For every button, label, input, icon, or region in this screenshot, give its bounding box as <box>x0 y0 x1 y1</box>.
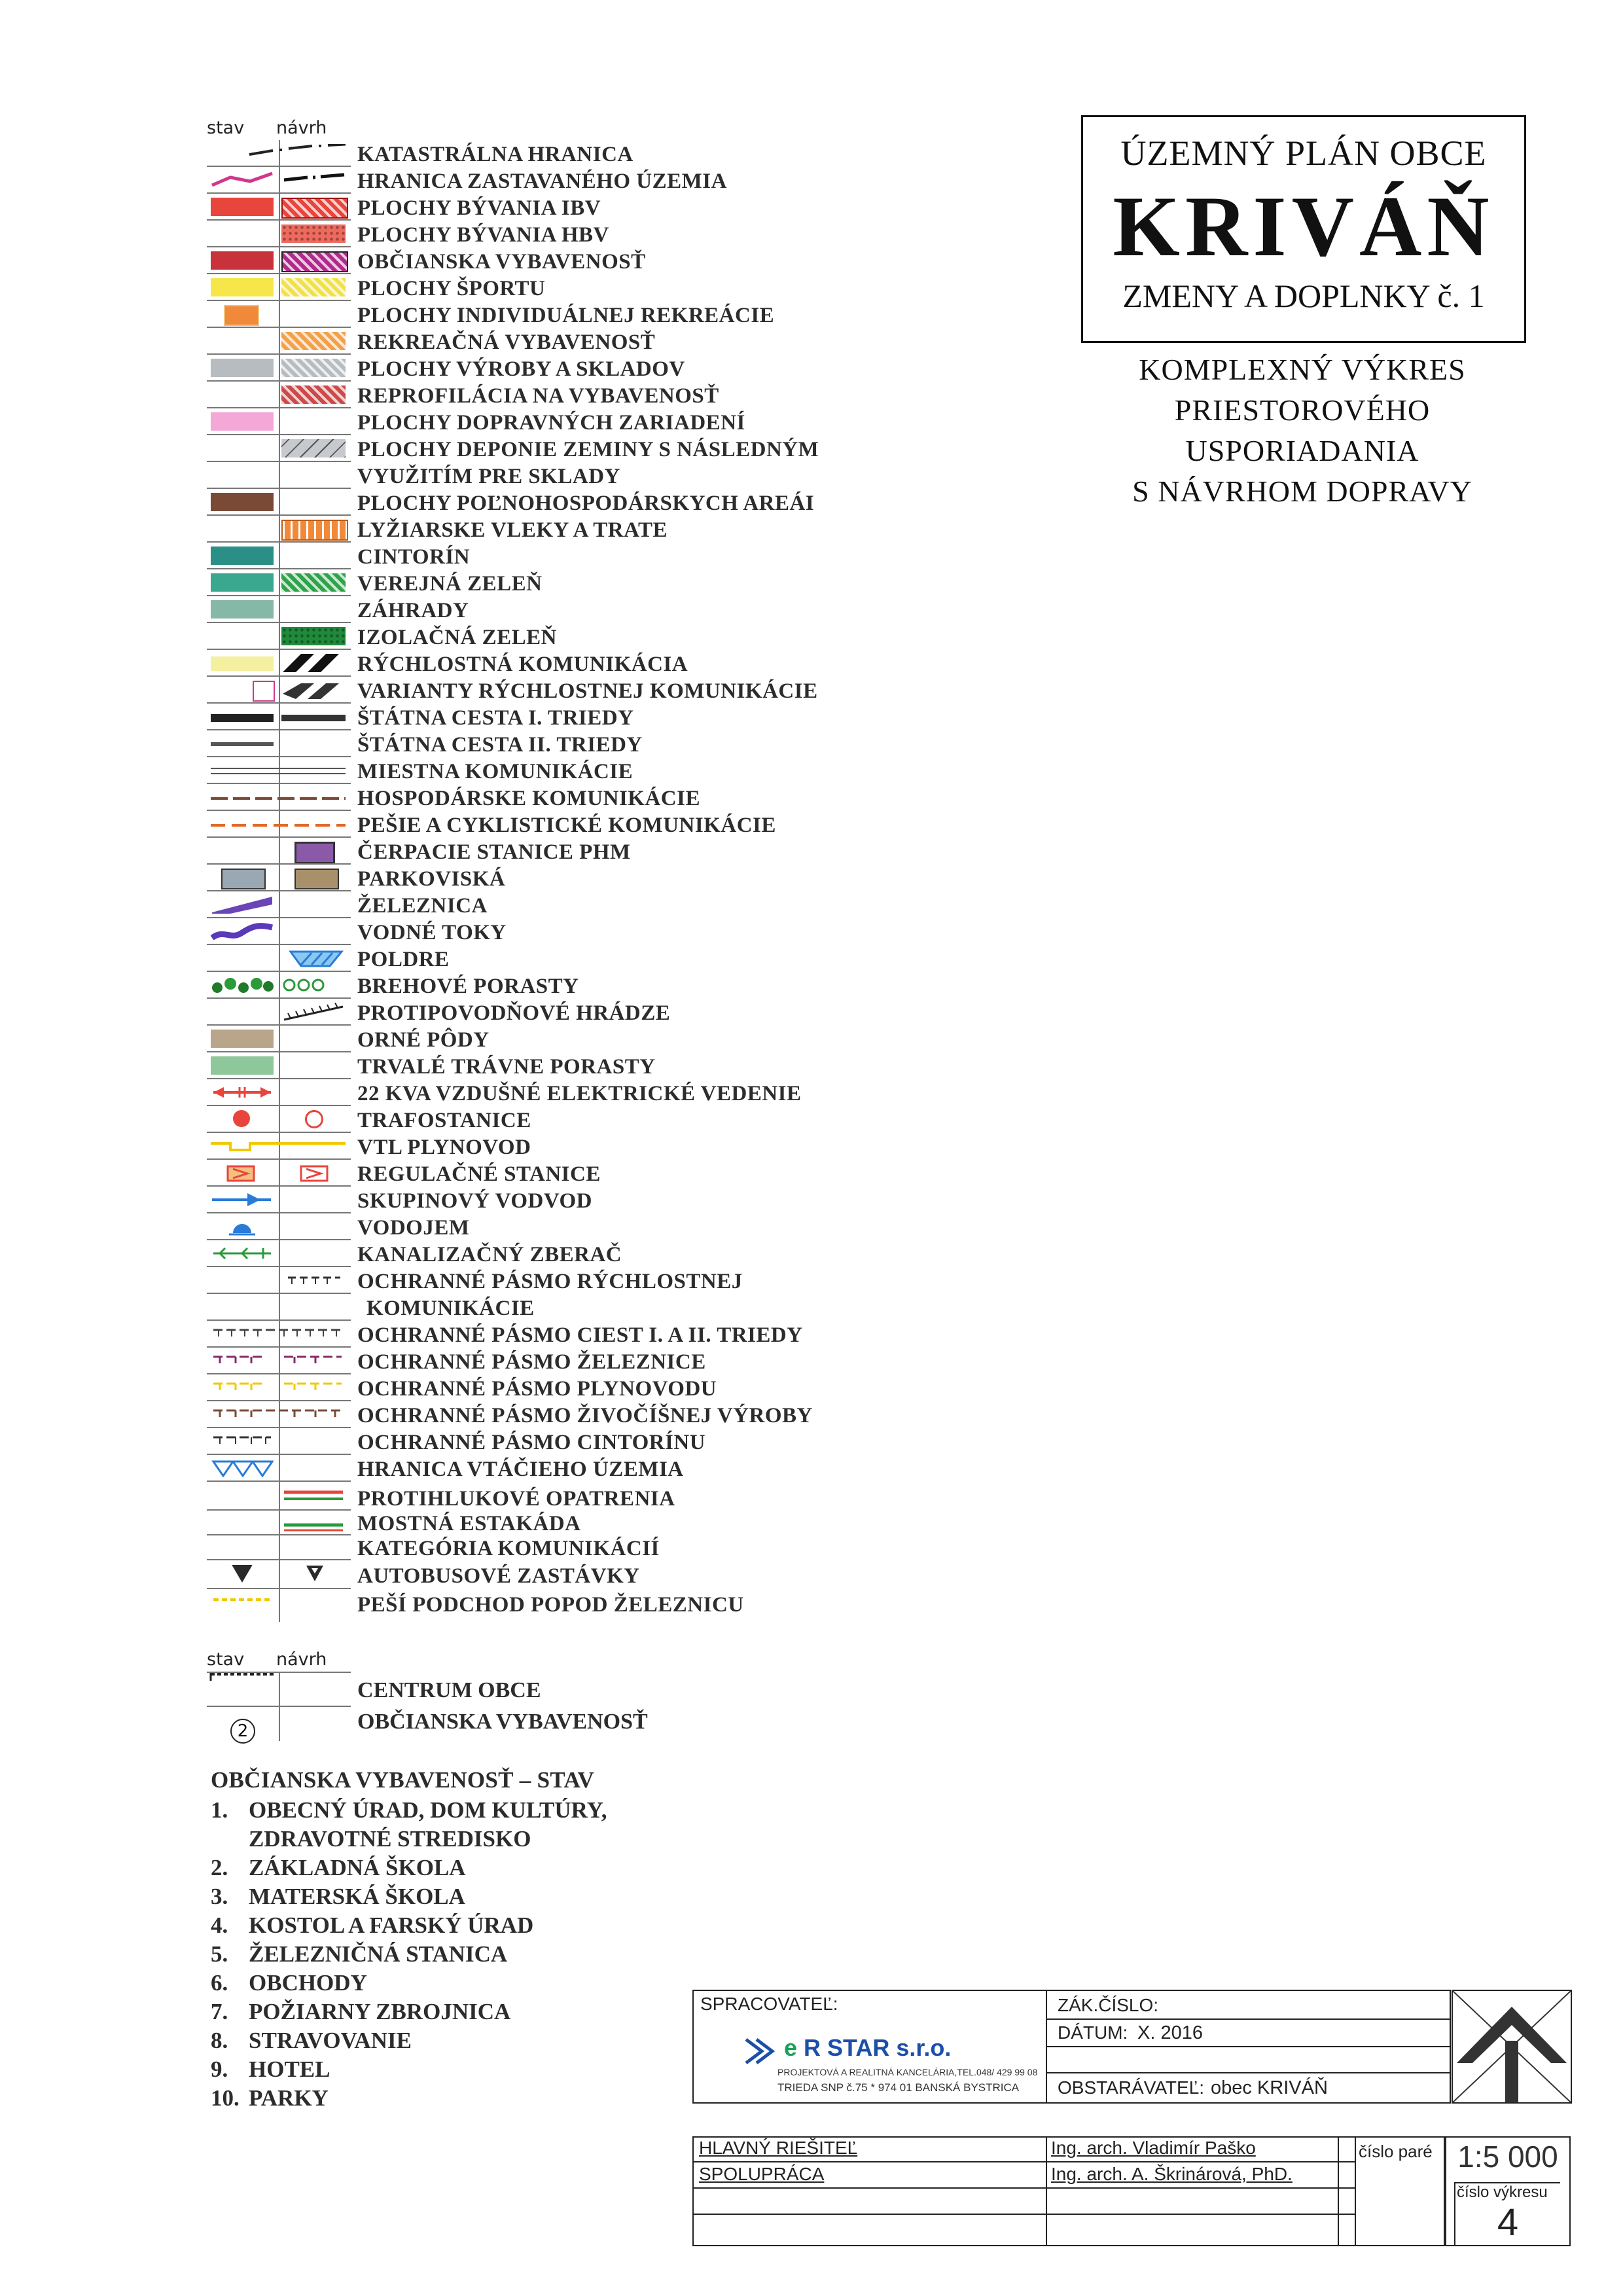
cadastral-border-symbol <box>211 144 346 162</box>
legend-row <box>207 1401 881 1428</box>
livestock-buffer-symbol <box>211 1405 346 1424</box>
title-line-1: ÚZEMNÝ PLÁN OBCE <box>1120 134 1487 173</box>
scale-value: 1:5 000 <box>1457 2140 1558 2174</box>
company-address-1: PROJEKTOVÁ A REALITNÁ KANCELÁRIA,TEL.048/ 429 99 08 <box>777 2067 1038 2077</box>
legend-row <box>207 247 881 274</box>
centre-legend <box>207 1649 730 1748</box>
order-number-label: ZÁK.ČÍSLO: <box>1058 1995 1159 2015</box>
legend-row <box>207 891 881 918</box>
title-stamp <box>692 1990 1451 2104</box>
cooperation-value: Ing. arch. A. Škrinárová, PhD. <box>1051 2164 1293 2184</box>
legend-label: PLOCHY INDIVIDUÁLNEJ REKREÁCIE <box>357 304 775 327</box>
cemetery-swatch <box>211 547 274 565</box>
company-logo-box <box>1452 1990 1572 2104</box>
legend-label: RÝCHLOSTNÁ KOMUNIKÁCIA <box>357 653 688 676</box>
cooperation-label: SPOLUPRÁCA <box>699 2164 825 2184</box>
legend-label: IZOLAČNÁ ZELEŇ <box>357 626 557 649</box>
flood-dykes-symbol <box>281 1003 346 1021</box>
list-item: 4. KOSTOL A FARSKÝ ÚRAD <box>211 1912 534 1938</box>
expressway-existing-swatch <box>211 656 274 671</box>
public-greenery-proposed-swatch <box>281 573 346 592</box>
subtitle-line: S NÁVRHOM DOPRAVY <box>1132 475 1472 508</box>
legend2-header-navrh: návrh <box>276 1649 327 1670</box>
legend-row <box>207 677 881 704</box>
legend-label: ŠTÁTNA CESTA I. TRIEDY <box>357 706 634 730</box>
legend-row <box>207 221 881 247</box>
legend-label: ČERPACIE STANICE PHM <box>357 840 631 864</box>
chief-designer-value: Ing. arch. Vladimír Paško <box>1051 2138 1256 2158</box>
list-item: 5. ŽELEZNIČNÁ STANICA <box>211 1941 508 1967</box>
date-value: X. 2016 <box>1137 2022 1203 2043</box>
chief-designer-label: HLAVNÝ RIEŠITEĽ <box>699 2138 858 2158</box>
processor-label: SPRACOVATEĽ: <box>700 1994 838 2014</box>
legend-label: PLOCHY POĽNOHOSPODÁRSKYCH AREÁI <box>357 492 815 515</box>
production-existing-swatch <box>211 359 274 377</box>
legend-row <box>207 1482 881 1511</box>
legend-label: KANALIZAČNÝ ZBERAČ <box>357 1243 622 1266</box>
farm-roads-symbol <box>211 788 346 806</box>
legend-row <box>207 1589 881 1618</box>
transport-facilities-swatch <box>211 412 274 431</box>
legend-row <box>207 1535 881 1560</box>
housing-ibv-existing-swatch <box>211 198 274 216</box>
centre-label: CENTRUM OBCE <box>357 1678 541 1702</box>
legend-row <box>207 838 881 865</box>
legend-label: VTL PLYNOVOD <box>357 1136 531 1159</box>
legend-label: OCHRANNÉ PÁSMO ŽELEZNICE <box>357 1350 706 1374</box>
sewer-collector-symbol <box>211 1244 274 1263</box>
legend-row <box>207 596 881 623</box>
company-name: R STAR s.r.o. <box>804 2034 952 2061</box>
bus-stop-proposed-icon <box>281 1564 346 1583</box>
legend-label: VODOJEM <box>357 1216 470 1240</box>
builtup-border-proposed-symbol <box>281 171 346 189</box>
riparian-vegetation-proposed-symbol <box>281 976 346 994</box>
subtitle-line: PRIESTOROVÉHO <box>1174 393 1431 427</box>
gas-pipeline-symbol <box>211 1137 346 1155</box>
local-road-symbol <box>211 768 346 774</box>
legend-row <box>207 1267 881 1294</box>
legend-row <box>207 918 881 945</box>
legend-header-stav: stav <box>207 118 245 138</box>
legend-row <box>207 865 881 891</box>
state-road-2-symbol <box>211 742 274 746</box>
legend-label: PLOCHY BÝVANIA HBV <box>357 223 609 247</box>
legend-row <box>207 1348 881 1374</box>
soil-deposit-swatch <box>281 439 346 457</box>
legend-label: PLOCHY DEPONIE ZEMINY S NÁSLEDNÝM <box>357 438 819 461</box>
sport-existing-swatch <box>211 278 274 296</box>
legend-row <box>207 1455 881 1482</box>
authors-table <box>692 2136 1569 2246</box>
individual-recreation-swatch <box>224 305 259 326</box>
legend-label: PROTIPOVODŇOVÉ HRÁDZE <box>357 1001 671 1025</box>
housing-hbv-proposed-swatch <box>281 224 346 243</box>
legend-row <box>207 408 881 435</box>
legend-label: KATEGÓRIA KOMUNIKÁCIÍ <box>357 1537 660 1560</box>
amenities-heading: OBČIANSKA VYBAVENOSŤ – STAV <box>211 1767 595 1793</box>
legend-row <box>207 435 881 462</box>
legend-label: OCHRANNÉ PÁSMO ŽIVOČÍŠNEJ VÝROBY <box>357 1404 813 1427</box>
production-proposed-swatch <box>281 359 346 377</box>
page-title: KRIVÁŇ <box>1113 178 1495 274</box>
company-address-2: TRIEDA SNP č.75 * 974 01 BANSKÁ BYSTRICA <box>777 2081 1020 2094</box>
transformer-existing-icon <box>233 1110 250 1127</box>
legend-label: REKREAČNÁ VYBAVENOSŤ <box>357 331 656 354</box>
legend-row <box>207 1213 881 1240</box>
parking-proposed-swatch <box>294 869 339 889</box>
legend-label: PLOCHY ŠPORTU <box>357 277 546 300</box>
legend-label: ZÁHRADY <box>357 599 469 622</box>
legend-row <box>207 757 881 784</box>
legend-row <box>207 301 881 328</box>
transformer-proposed-icon <box>305 1110 323 1128</box>
power-line-symbol <box>211 1083 274 1102</box>
list-item: 7. POŽIARNY ZBROJNICA <box>211 1999 511 2024</box>
list-item: 2. ZÁKLADNÁ ŠKOLA <box>211 1855 466 1880</box>
arable-land-swatch <box>211 1030 274 1048</box>
title-line-3: ZMENY A DOPLNKY č. 1 <box>1122 278 1485 314</box>
noise-barrier-symbol <box>281 1486 346 1504</box>
expressway-buffer-symbol <box>281 1271 346 1289</box>
subtitle-line: USPORIADANIA <box>1185 434 1419 467</box>
legend-label: LYŽIARSKE VLEKY A TRATE <box>357 518 668 542</box>
regulation-station-proposed-icon <box>281 1164 346 1182</box>
legend-row <box>207 1106 881 1133</box>
legend2-header-stav: stav <box>207 1649 245 1670</box>
client-label: OBSTARÁVATEĽ: <box>1058 2077 1205 2098</box>
drawing-number-label: číslo výkresu <box>1457 2183 1548 2201</box>
list-item-continuation: ZDRAVOTNÉ STREDISKO <box>249 1826 531 1852</box>
legend-label: REPROFILÁCIA NA VYBAVENOSŤ <box>357 384 719 408</box>
legend-label: TRAFOSTANICE <box>357 1109 531 1132</box>
legend-label: VYUŽITÍM PRE SKLADY <box>357 465 620 488</box>
list-item: 1. OBECNÝ ÚRAD, DOM KULTÚRY, <box>211 1797 607 1823</box>
legend-label: ORNÉ PÔDY <box>357 1028 490 1052</box>
legend-row <box>207 1240 881 1267</box>
legend-label: PROTIHLUKOVÉ OPATRENIA <box>357 1487 675 1511</box>
legend-label: KOMUNIKÁCIE <box>366 1297 535 1320</box>
legend-label: VODNÉ TOKY <box>357 921 507 944</box>
legend-row <box>207 489 881 516</box>
legend-row <box>207 274 881 301</box>
legend-label: OCHRANNÉ PÁSMO PLYNOVODU <box>357 1377 717 1401</box>
riparian-vegetation-existing-symbol <box>211 976 274 994</box>
legend-label: PLOCHY BÝVANIA IBV <box>357 196 601 220</box>
legend-row <box>207 382 881 408</box>
bus-stop-existing-icon <box>211 1564 274 1583</box>
legend-label: 22 KVA VZDUŠNÉ ELEKTRICKÉ VEDENIE <box>357 1082 802 1105</box>
legend-row <box>207 516 881 543</box>
ski-lifts-swatch <box>281 520 348 541</box>
civic-amenities-existing-swatch <box>211 251 274 270</box>
legend-label: ŽELEZNICA <box>357 894 488 918</box>
company-arrow-icon <box>743 2037 777 2066</box>
legend-label: HRANICA ZASTAVANÉHO ÚZEMIA <box>357 170 727 193</box>
legend-row <box>207 784 881 811</box>
civic-amenities-label: OBČIANSKA VYBAVENOSŤ <box>357 1710 648 1734</box>
pedestrian-cycle-paths-symbol <box>211 815 346 833</box>
legend-label: OCHRANNÉ PÁSMO CIEST I. A II. TRIEDY <box>357 1323 803 1347</box>
legend-row <box>207 194 881 221</box>
legend-row <box>207 730 881 757</box>
legend-label: HRANICA VTÁČIEHO ÚZEMIA <box>357 1458 684 1481</box>
cemetery-buffer-symbol <box>211 1432 274 1450</box>
village-centre-symbol <box>209 1672 277 1682</box>
list-item: 8. STRAVOVANIE <box>211 2028 412 2053</box>
legend-row <box>207 1133 881 1160</box>
subtitle-line: KOMPLEXNÝ VÝKRES <box>1139 353 1466 386</box>
legend-row <box>207 972 881 999</box>
legend-row <box>207 462 881 489</box>
legend-row <box>207 650 881 677</box>
road-buffer-symbol <box>211 1325 346 1343</box>
railway-symbol <box>211 895 274 914</box>
gardens-swatch <box>211 600 274 619</box>
legend-label: TRVALÉ TRÁVNE PORASTY <box>357 1055 656 1079</box>
legend-row <box>207 704 881 730</box>
housing-ibv-proposed-swatch <box>281 198 348 219</box>
legend-row <box>207 623 881 650</box>
water-main-symbol <box>211 1191 274 1209</box>
legend-label: MIESTNA KOMUNIKÁCIE <box>357 760 633 783</box>
legend-label: PLOCHY VÝROBY A SKLADOV <box>357 357 685 381</box>
legend-row <box>207 1321 881 1348</box>
grassland-swatch <box>211 1056 274 1075</box>
gas-buffer-symbol <box>211 1378 346 1397</box>
house-logo-icon <box>1453 1991 1571 2102</box>
expressway-variant-symbol <box>281 681 346 699</box>
legend-label: ŠTÁTNA CESTA II. TRIEDY <box>357 733 643 757</box>
legend-row <box>207 1052 881 1079</box>
polders-symbol <box>281 949 346 967</box>
legend-row <box>207 1079 881 1106</box>
legend-row <box>207 543 881 569</box>
legend-row <box>207 1160 881 1187</box>
list-item: 9. HOTEL <box>211 2056 330 2082</box>
legend-header-navrh: návrh <box>276 118 327 138</box>
date-label: DÁTUM: <box>1058 2022 1128 2043</box>
legend-label: PLOCHY DOPRAVNÝCH ZARIADENÍ <box>357 411 745 435</box>
legend-label: PEŠÍ PODCHOD POPOD ŽELEZNICU <box>357 1593 744 1617</box>
amenity-number-icon: 2 <box>230 1719 255 1744</box>
legend-row <box>207 167 881 194</box>
parking-existing-swatch <box>221 869 266 889</box>
water-reservoir-icon <box>211 1217 274 1236</box>
legend-row <box>207 140 881 167</box>
legend-row <box>207 811 881 838</box>
recreation-amenities-swatch <box>281 332 346 350</box>
expressway-proposed-symbol <box>281 654 346 672</box>
fuel-station-swatch <box>294 842 335 864</box>
legend-row <box>207 569 881 596</box>
legend-columns <box>207 140 819 1622</box>
legend-label: OBČIANSKA VYBAVENOSŤ <box>357 250 646 274</box>
legend-label: HOSPODÁRSKE KOMUNIKÁCIE <box>357 787 700 810</box>
legend-row <box>207 1374 881 1401</box>
legend-label: AUTOBUSOVÉ ZASTÁVKY <box>357 1564 640 1588</box>
bridge-overpass-symbol <box>281 1515 346 1533</box>
legend-row <box>207 1187 881 1213</box>
expressway-variant-swatch <box>253 681 275 702</box>
civic-amenities-proposed-swatch <box>281 251 348 272</box>
drawing-number-value: 4 <box>1497 2201 1519 2244</box>
legend-label: OCHRANNÉ PÁSMO RÝCHLOSTNEJ <box>357 1270 743 1293</box>
legend-row <box>207 945 881 972</box>
client-value: obec KRIVÁŇ <box>1211 2077 1328 2098</box>
legend-label: KATASTRÁLNA HRANICA <box>357 143 633 166</box>
legend2-grid <box>207 1672 351 1741</box>
isolation-greenery-swatch <box>281 627 346 645</box>
legend-label: VARIANTY RÝCHLOSTNEJ KOMUNIKÁCIE <box>357 679 818 703</box>
company-logo <box>741 2034 1038 2097</box>
regulation-station-existing-icon <box>211 1164 274 1182</box>
drawing-subtitle <box>1086 350 1518 512</box>
legend-row <box>207 1428 881 1455</box>
state-road-1-proposed-symbol <box>281 715 346 721</box>
legend-label: MOSTNÁ ESTAKÁDA <box>357 1512 581 1535</box>
list-item: 3. MATERSKÁ ŠKOLA <box>211 1884 465 1909</box>
bird-area-border-symbol <box>211 1459 274 1477</box>
agricultural-areas-swatch <box>211 493 274 511</box>
sport-proposed-swatch <box>281 278 346 296</box>
legend-label: POLDRE <box>357 948 450 971</box>
watercourses-symbol <box>211 922 274 941</box>
company-prefix: e <box>784 2034 798 2061</box>
legend-label: PARKOVISKÁ <box>357 867 506 891</box>
legend-label: REGULAČNÉ STANICE <box>357 1162 601 1186</box>
list-item: 6. OBCHODY <box>211 1970 367 1996</box>
builtup-border-existing-symbol <box>211 171 274 189</box>
legend-row <box>207 355 881 382</box>
copy-number-label: číslo paré <box>1359 2142 1433 2161</box>
legend-label: OCHRANNÉ PÁSMO CINTORÍNU <box>357 1431 706 1454</box>
reprofiling-swatch <box>281 386 346 404</box>
public-greenery-existing-swatch <box>211 573 274 592</box>
title-box <box>1081 115 1526 343</box>
list-item: 10. PARKY <box>211 2085 329 2111</box>
state-road-1-existing-symbol <box>211 714 274 722</box>
scale-box <box>1445 2136 1571 2246</box>
legend-label: PEŠIE A CYKLISTICKÉ KOMUNIKÁCIE <box>357 814 776 837</box>
legend-row <box>207 1294 881 1321</box>
legend-row <box>207 1560 881 1589</box>
railway-buffer-symbol <box>211 1352 346 1370</box>
legend-label: VEREJNÁ ZELEŇ <box>357 572 543 596</box>
legend-row <box>207 999 881 1026</box>
pedestrian-underpass-symbol <box>211 1593 274 1611</box>
legend-row <box>207 328 881 355</box>
legend-label: CINTORÍN <box>357 545 471 569</box>
legend-row <box>207 1026 881 1052</box>
legend-row <box>207 1511 881 1535</box>
legend-label: BREHOVÉ PORASTY <box>357 975 579 998</box>
legend-label: SKUPINOVÝ VODVOD <box>357 1189 593 1213</box>
